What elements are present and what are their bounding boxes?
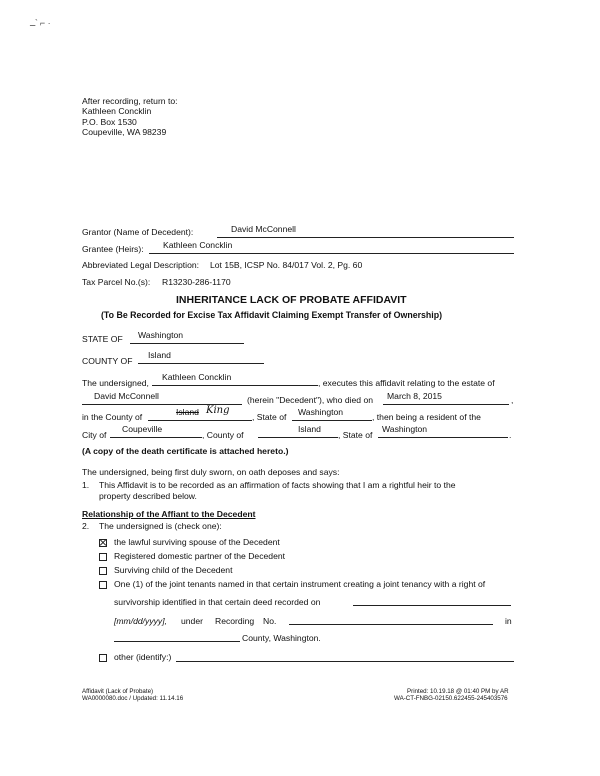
option-joint-tenant: One (1) of the joint tenants named in that certain instrument creating a joint tenancy with a right of bbox=[114, 579, 486, 589]
footer-right-2: WA-CT-FNBG-02150.622455-245403576 bbox=[394, 695, 508, 702]
document-title: INHERITANCE LACK OF PROBATE AFFIDAVIT bbox=[176, 294, 407, 306]
undersigned-field[interactable] bbox=[152, 374, 318, 386]
decedent-value: David McConnell bbox=[94, 391, 159, 401]
resident-state-value: Washington bbox=[382, 424, 428, 434]
return-line-2: Kathleen Concklin bbox=[82, 106, 152, 116]
city-of-label: City of bbox=[82, 430, 107, 440]
death-county-handwritten: King bbox=[206, 405, 230, 416]
item-2-number: 2. bbox=[82, 521, 90, 531]
died-on-comma: , bbox=[511, 395, 514, 405]
recording-county-field[interactable] bbox=[114, 630, 240, 642]
state-label: STATE OF bbox=[82, 334, 123, 344]
corner-scribble-mark: ــ՝ ⌐ · bbox=[30, 18, 51, 28]
footer-left-1: Affidavit (Lack of Probate) bbox=[82, 688, 154, 695]
county-washington-text: County, Washington. bbox=[242, 633, 321, 643]
child-checkbox[interactable] bbox=[99, 567, 107, 575]
other-identify-field[interactable] bbox=[176, 650, 514, 662]
grantor-field[interactable] bbox=[217, 226, 514, 238]
return-line-3: P.O. Box 1530 bbox=[82, 117, 137, 127]
herein-text: (herein "Decedent"), who died on bbox=[247, 395, 374, 405]
resident-county-field[interactable] bbox=[258, 426, 338, 438]
resident-text: , then being a resident of the bbox=[372, 412, 481, 422]
resident-state-field[interactable] bbox=[378, 426, 508, 438]
option-spouse: the lawful surviving spouse of the Decedent bbox=[114, 537, 280, 547]
joint-tenant-checkbox[interactable] bbox=[99, 581, 107, 589]
city-value: Coupeville bbox=[122, 424, 163, 434]
died-on-field[interactable] bbox=[383, 393, 509, 405]
tax-parcel-label: Tax Parcel No.(s): bbox=[82, 277, 151, 287]
county-of-text: , County of bbox=[202, 430, 244, 440]
grantee-value: Kathleen Concklin bbox=[163, 240, 233, 250]
sworn-text: The undersigned, being first duly sworn, on oath deposes and says: bbox=[82, 467, 340, 477]
footer-right-1: Printed: 10.19.18 @ 01:40 PM by AR bbox=[407, 688, 509, 695]
county-value: Island bbox=[148, 350, 171, 360]
county-label: COUNTY OF bbox=[82, 356, 133, 366]
county-field[interactable] bbox=[138, 352, 264, 364]
decedent-field[interactable] bbox=[82, 393, 242, 405]
death-state-value: Washington bbox=[298, 407, 344, 417]
grantor-value: David McConnell bbox=[231, 224, 296, 234]
undersigned-value: Kathleen Concklin bbox=[162, 372, 232, 382]
grantee-field[interactable] bbox=[149, 242, 514, 254]
state-of-text-2: , State of bbox=[338, 430, 373, 440]
death-county-struck: Island bbox=[176, 407, 199, 417]
deed-date-field[interactable] bbox=[353, 594, 511, 606]
other-checkbox[interactable] bbox=[99, 654, 107, 662]
grantee-label: Grantee (Heirs): bbox=[82, 244, 144, 254]
death-state-field[interactable] bbox=[292, 409, 372, 421]
resident-county-value: Island bbox=[298, 424, 321, 434]
state-field[interactable] bbox=[130, 332, 244, 344]
under-text: under bbox=[181, 616, 203, 626]
died-on-value: March 8, 2015 bbox=[387, 391, 442, 401]
recording-text: Recording bbox=[215, 616, 255, 626]
state-of-text: , State of bbox=[252, 412, 287, 422]
footer-left-2: WA0000080.doc / Updated: 11.14.16 bbox=[82, 695, 184, 702]
spouse-checkbox[interactable] bbox=[99, 539, 107, 547]
in-text: in bbox=[505, 616, 512, 626]
survivorship-text: survivorship identified in that certain deed recorded on bbox=[114, 597, 321, 607]
relationship-heading: Relationship of the Affiant to the Decedent bbox=[82, 509, 256, 519]
option-other: other (identify:) bbox=[114, 652, 172, 662]
item-1-number: 1. bbox=[82, 480, 90, 490]
recording-number-field[interactable] bbox=[289, 613, 493, 625]
domestic-partner-checkbox[interactable] bbox=[99, 553, 107, 561]
option-child: Surviving child of the Decedent bbox=[114, 565, 233, 575]
item-2-intro: The undersigned is (check one): bbox=[99, 521, 222, 531]
in-county-label: in the County of bbox=[82, 412, 143, 422]
tax-parcel-value: R13230-286-1170 bbox=[162, 277, 231, 287]
item-1-line-2: property described below. bbox=[99, 491, 197, 501]
no-text: No. bbox=[263, 616, 277, 626]
state-value: Washington bbox=[138, 330, 184, 340]
document-subtitle: (To Be Recorded for Excise Tax Affidavit Claiming Exempt Transfer of Ownership) bbox=[101, 310, 443, 320]
item-1-line-1: This Affidavit is to be recorded as an affirmation of facts showing that I am a rightful heir to the bbox=[99, 480, 456, 490]
return-line-1: After recording, return to: bbox=[82, 96, 178, 106]
city-field[interactable] bbox=[110, 426, 202, 438]
legal-description-label: Abbreviated Legal Description: bbox=[82, 260, 200, 270]
date-hint: [mm/dd/yyyy], bbox=[114, 616, 168, 626]
undersigned-label: The undersigned, bbox=[82, 378, 149, 388]
legal-description-value: Lot 15B, ICSP No. 84/017 Vol. 2, Pg. 60 bbox=[210, 260, 363, 270]
death-county-field[interactable] bbox=[148, 405, 252, 421]
death-certificate-note: (A copy of the death certificate is attached hereto.) bbox=[82, 446, 289, 456]
period-mark: . bbox=[509, 430, 512, 440]
option-domestic-partner: Registered domestic partner of the Decedent bbox=[114, 551, 286, 561]
grantor-label: Grantor (Name of Decedent): bbox=[82, 227, 194, 237]
return-line-4: Coupeville, WA 98239 bbox=[82, 127, 167, 137]
executes-text: , executes this affidavit relating to the estate of bbox=[318, 378, 495, 388]
